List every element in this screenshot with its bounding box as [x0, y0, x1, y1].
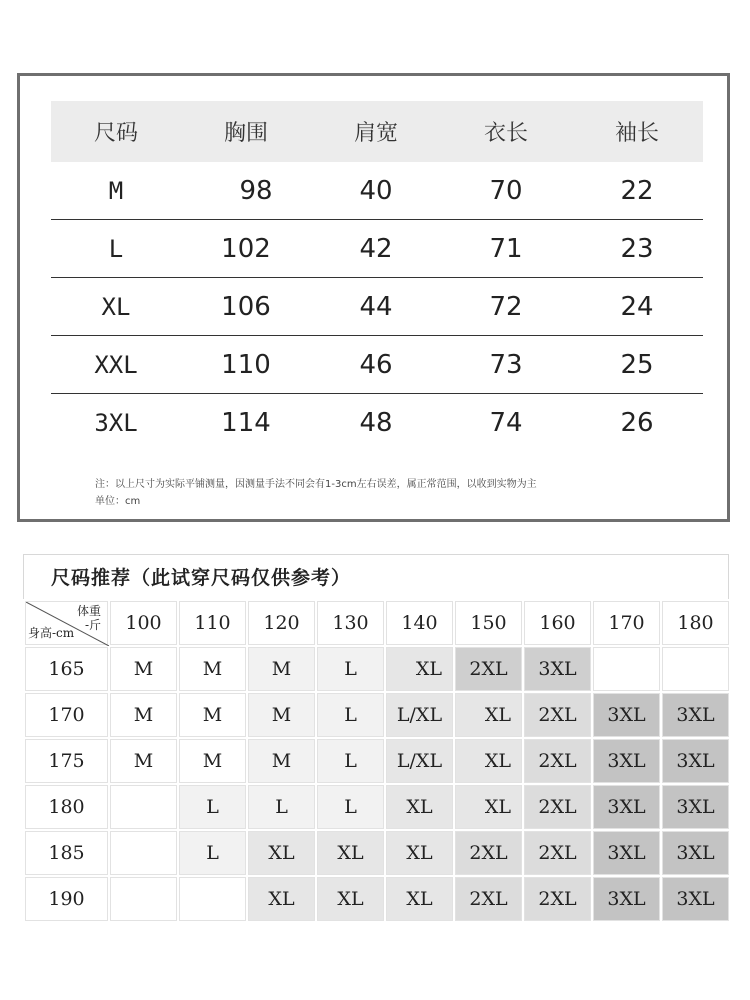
size-cell: M: [110, 647, 177, 691]
size-cell: L: [248, 785, 315, 829]
weight-label-line1: 体重: [76, 604, 101, 618]
size-cell: M: [110, 739, 177, 783]
size-cell: 2XL: [455, 831, 522, 875]
size-cell: 3XL: [593, 831, 660, 875]
weight-header: 180: [662, 601, 729, 645]
sleeve-cell: 26: [620, 407, 654, 438]
header-sleeve: 袖长: [571, 101, 703, 162]
weight-label: [77, 604, 101, 632]
size-cell: XL: [248, 877, 315, 921]
size-cell: XL: [248, 831, 315, 875]
size-cell: L/XL: [386, 693, 453, 737]
size-cell: [179, 877, 246, 921]
size-cell: 2XL: [524, 693, 591, 737]
size-cell: 2XL: [455, 647, 522, 691]
size-cell: M: [110, 693, 177, 737]
size-cell: 3XL: [593, 693, 660, 737]
size-cell: L/XL: [386, 739, 453, 783]
sleeve-cell: 22: [571, 162, 703, 220]
size-cell: M: [51, 162, 181, 220]
height-cell: 180: [25, 785, 108, 829]
shoulder-cell: 48: [359, 407, 393, 438]
note-text: 注：以上尺寸为实际平铺测量，因测量手法不同会有1-3cm左右误差，属正常范围，以收到实物为主: [95, 479, 537, 490]
size-cell: 3XL: [662, 785, 729, 829]
size-cell: M: [248, 647, 315, 691]
length-cell: 72: [441, 278, 571, 336]
size-cell: XL: [386, 831, 453, 875]
weight-header: 130: [317, 601, 384, 645]
table-row: [25, 693, 729, 737]
chest-cell: 102: [181, 220, 311, 278]
size-cell: M: [179, 739, 246, 783]
size-cell: L: [317, 785, 384, 829]
size-cell: XL: [386, 877, 453, 921]
height-cell: 190: [25, 877, 108, 921]
sleeve-cell: 24: [571, 278, 703, 336]
size-cell: 3XL: [662, 739, 729, 783]
size-cell: 3XL: [662, 877, 729, 921]
header-shoulder: 肩宽: [311, 101, 441, 162]
size-cell: [593, 647, 660, 691]
size-cell: L: [317, 693, 384, 737]
size-cell: 2XL: [524, 785, 591, 829]
table-row: [51, 394, 703, 452]
shoulder-cell: 40: [311, 162, 441, 220]
table-row: [25, 647, 729, 691]
header-chest: 胸围: [181, 101, 311, 162]
measurement-note: [95, 476, 705, 510]
shoulder-cell: 42: [311, 220, 441, 278]
table-row: [25, 831, 729, 875]
recommendation-title: 尺码推荐（此试穿尺码仅供参考）: [23, 554, 729, 599]
weight-header-row: [25, 601, 729, 645]
chest-cell: 106: [181, 278, 311, 336]
size-cell: XXL: [51, 336, 181, 394]
recommendation-table: [23, 599, 731, 923]
length-cell: 71: [441, 220, 571, 278]
size-cell: [110, 785, 177, 829]
size-cell: [662, 647, 729, 691]
table-row: [51, 162, 703, 220]
weight-header: 170: [593, 601, 660, 645]
size-cell: M: [179, 647, 246, 691]
size-cell: XL: [317, 877, 384, 921]
weight-header: 160: [524, 601, 591, 645]
shoulder-cell: 46: [311, 336, 441, 394]
size-cell: XL: [386, 785, 453, 829]
weight-header: 100: [110, 601, 177, 645]
size-cell: L: [317, 739, 384, 783]
size-cell: 2XL: [524, 877, 591, 921]
chest-cell: 114: [221, 407, 271, 438]
table-row: [51, 220, 703, 278]
table-row: [51, 278, 703, 336]
corner-header: [25, 601, 108, 645]
size-cell: [110, 877, 177, 921]
chest-cell: 98: [181, 162, 311, 220]
weight-header: 150: [455, 601, 522, 645]
size-cell: 3XL: [94, 408, 138, 437]
size-cell: 3XL: [593, 877, 660, 921]
length-cell: 73: [441, 336, 571, 394]
size-cell: M: [248, 693, 315, 737]
size-cell: M: [248, 739, 315, 783]
size-cell: XL: [455, 785, 522, 829]
size-cell: 2XL: [524, 739, 591, 783]
height-cell: 165: [25, 647, 108, 691]
weight-label-line2: -斤: [84, 618, 101, 632]
length-cell: 74: [489, 407, 523, 438]
weight-header: 120: [248, 601, 315, 645]
height-cell: 185: [25, 831, 108, 875]
size-cell: L: [179, 785, 246, 829]
size-cell: 2XL: [455, 877, 522, 921]
size-cell: L: [51, 220, 181, 278]
size-cell: 3XL: [593, 739, 660, 783]
size-cell: 2XL: [524, 831, 591, 875]
size-cell: L: [179, 831, 246, 875]
size-cell: 3XL: [524, 647, 591, 691]
size-chart-panel: [17, 73, 730, 522]
note-unit: 单位：cm: [95, 496, 141, 507]
size-cell: XL: [455, 693, 522, 737]
size-cell: M: [179, 693, 246, 737]
table-row: [51, 336, 703, 394]
height-cell: 170: [25, 693, 108, 737]
header-length: 衣长: [441, 101, 571, 162]
shoulder-cell: 44: [311, 278, 441, 336]
size-chart-table: [51, 101, 703, 451]
table-row: [25, 785, 729, 829]
size-cell: 3XL: [593, 785, 660, 829]
table-row: [25, 877, 729, 921]
weight-header: 140: [386, 601, 453, 645]
size-cell: 3XL: [662, 831, 729, 875]
size-cell: XL: [386, 647, 453, 691]
size-cell: [110, 831, 177, 875]
sleeve-cell: 25: [571, 336, 703, 394]
size-cell: XL: [317, 831, 384, 875]
size-cell: L: [317, 647, 384, 691]
length-cell: 70: [441, 162, 571, 220]
sleeve-cell: 23: [571, 220, 703, 278]
weight-header: 110: [179, 601, 246, 645]
size-cell: 3XL: [662, 693, 729, 737]
size-cell: XL: [51, 278, 181, 336]
size-cell: XL: [455, 739, 522, 783]
table-row: [25, 739, 729, 783]
header-size: 尺码: [51, 101, 181, 162]
chest-cell: 110: [181, 336, 311, 394]
height-label: 身高-cm: [28, 626, 75, 640]
size-chart-header-row: [51, 101, 703, 162]
height-cell: 175: [25, 739, 108, 783]
